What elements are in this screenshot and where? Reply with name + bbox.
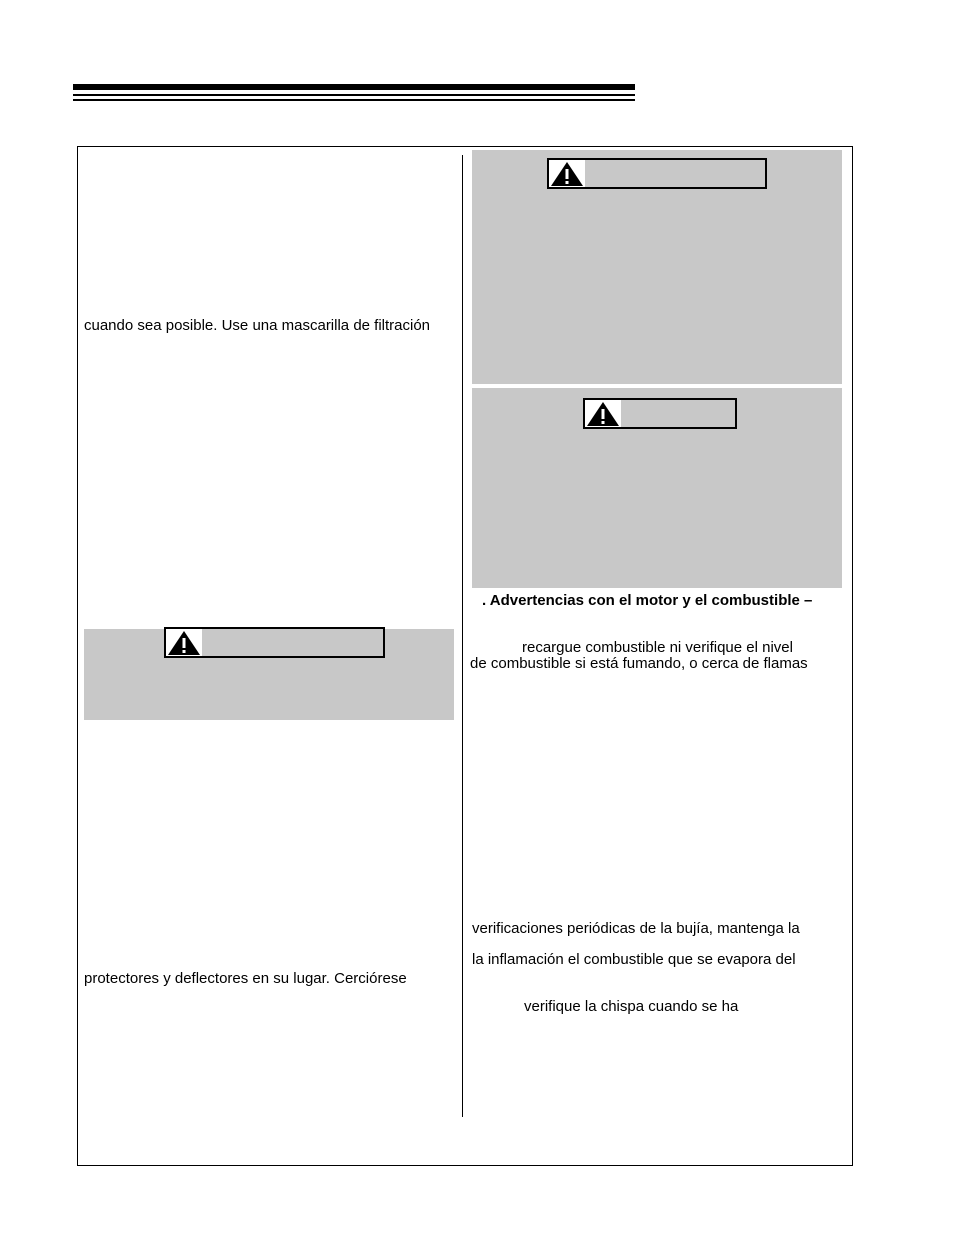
- text-line-refuel: recargue combustible ni verifique el nivel: [522, 639, 793, 656]
- text-line-spark-check: verifique la chispa cuando se ha: [524, 998, 739, 1015]
- header-rule-thin-2: [73, 99, 635, 101]
- text-line-smoking: de combustible si está fumando, o cerca de flamas: [470, 655, 808, 672]
- warning-label-box-right-top: [547, 158, 767, 189]
- text-line-spark-plug: verificaciones periódicas de la bujía, mantenga la: [472, 920, 800, 937]
- header-rule-thin-1: [73, 94, 635, 96]
- text-line-mask: cuando sea posible. Use una mascarilla de filtración: [84, 317, 431, 334]
- column-divider: [462, 155, 463, 1117]
- text-line-guards: protectores y deflectores en su lugar. Cerciórese: [84, 970, 407, 987]
- warning-triangle-icon: [166, 629, 202, 656]
- warning-triangle-icon: [549, 160, 585, 187]
- warning-label-box-right-middle: [583, 398, 737, 429]
- heading-engine-fuel-warnings: . Advertencias con el motor y el combustible –: [482, 592, 813, 609]
- warning-label-box-left: [164, 627, 385, 658]
- text-line-ignition: la inflamación el combustible que se evapora del: [472, 951, 796, 968]
- warning-triangle-icon: [585, 400, 621, 427]
- header-rule-thick: [73, 84, 635, 90]
